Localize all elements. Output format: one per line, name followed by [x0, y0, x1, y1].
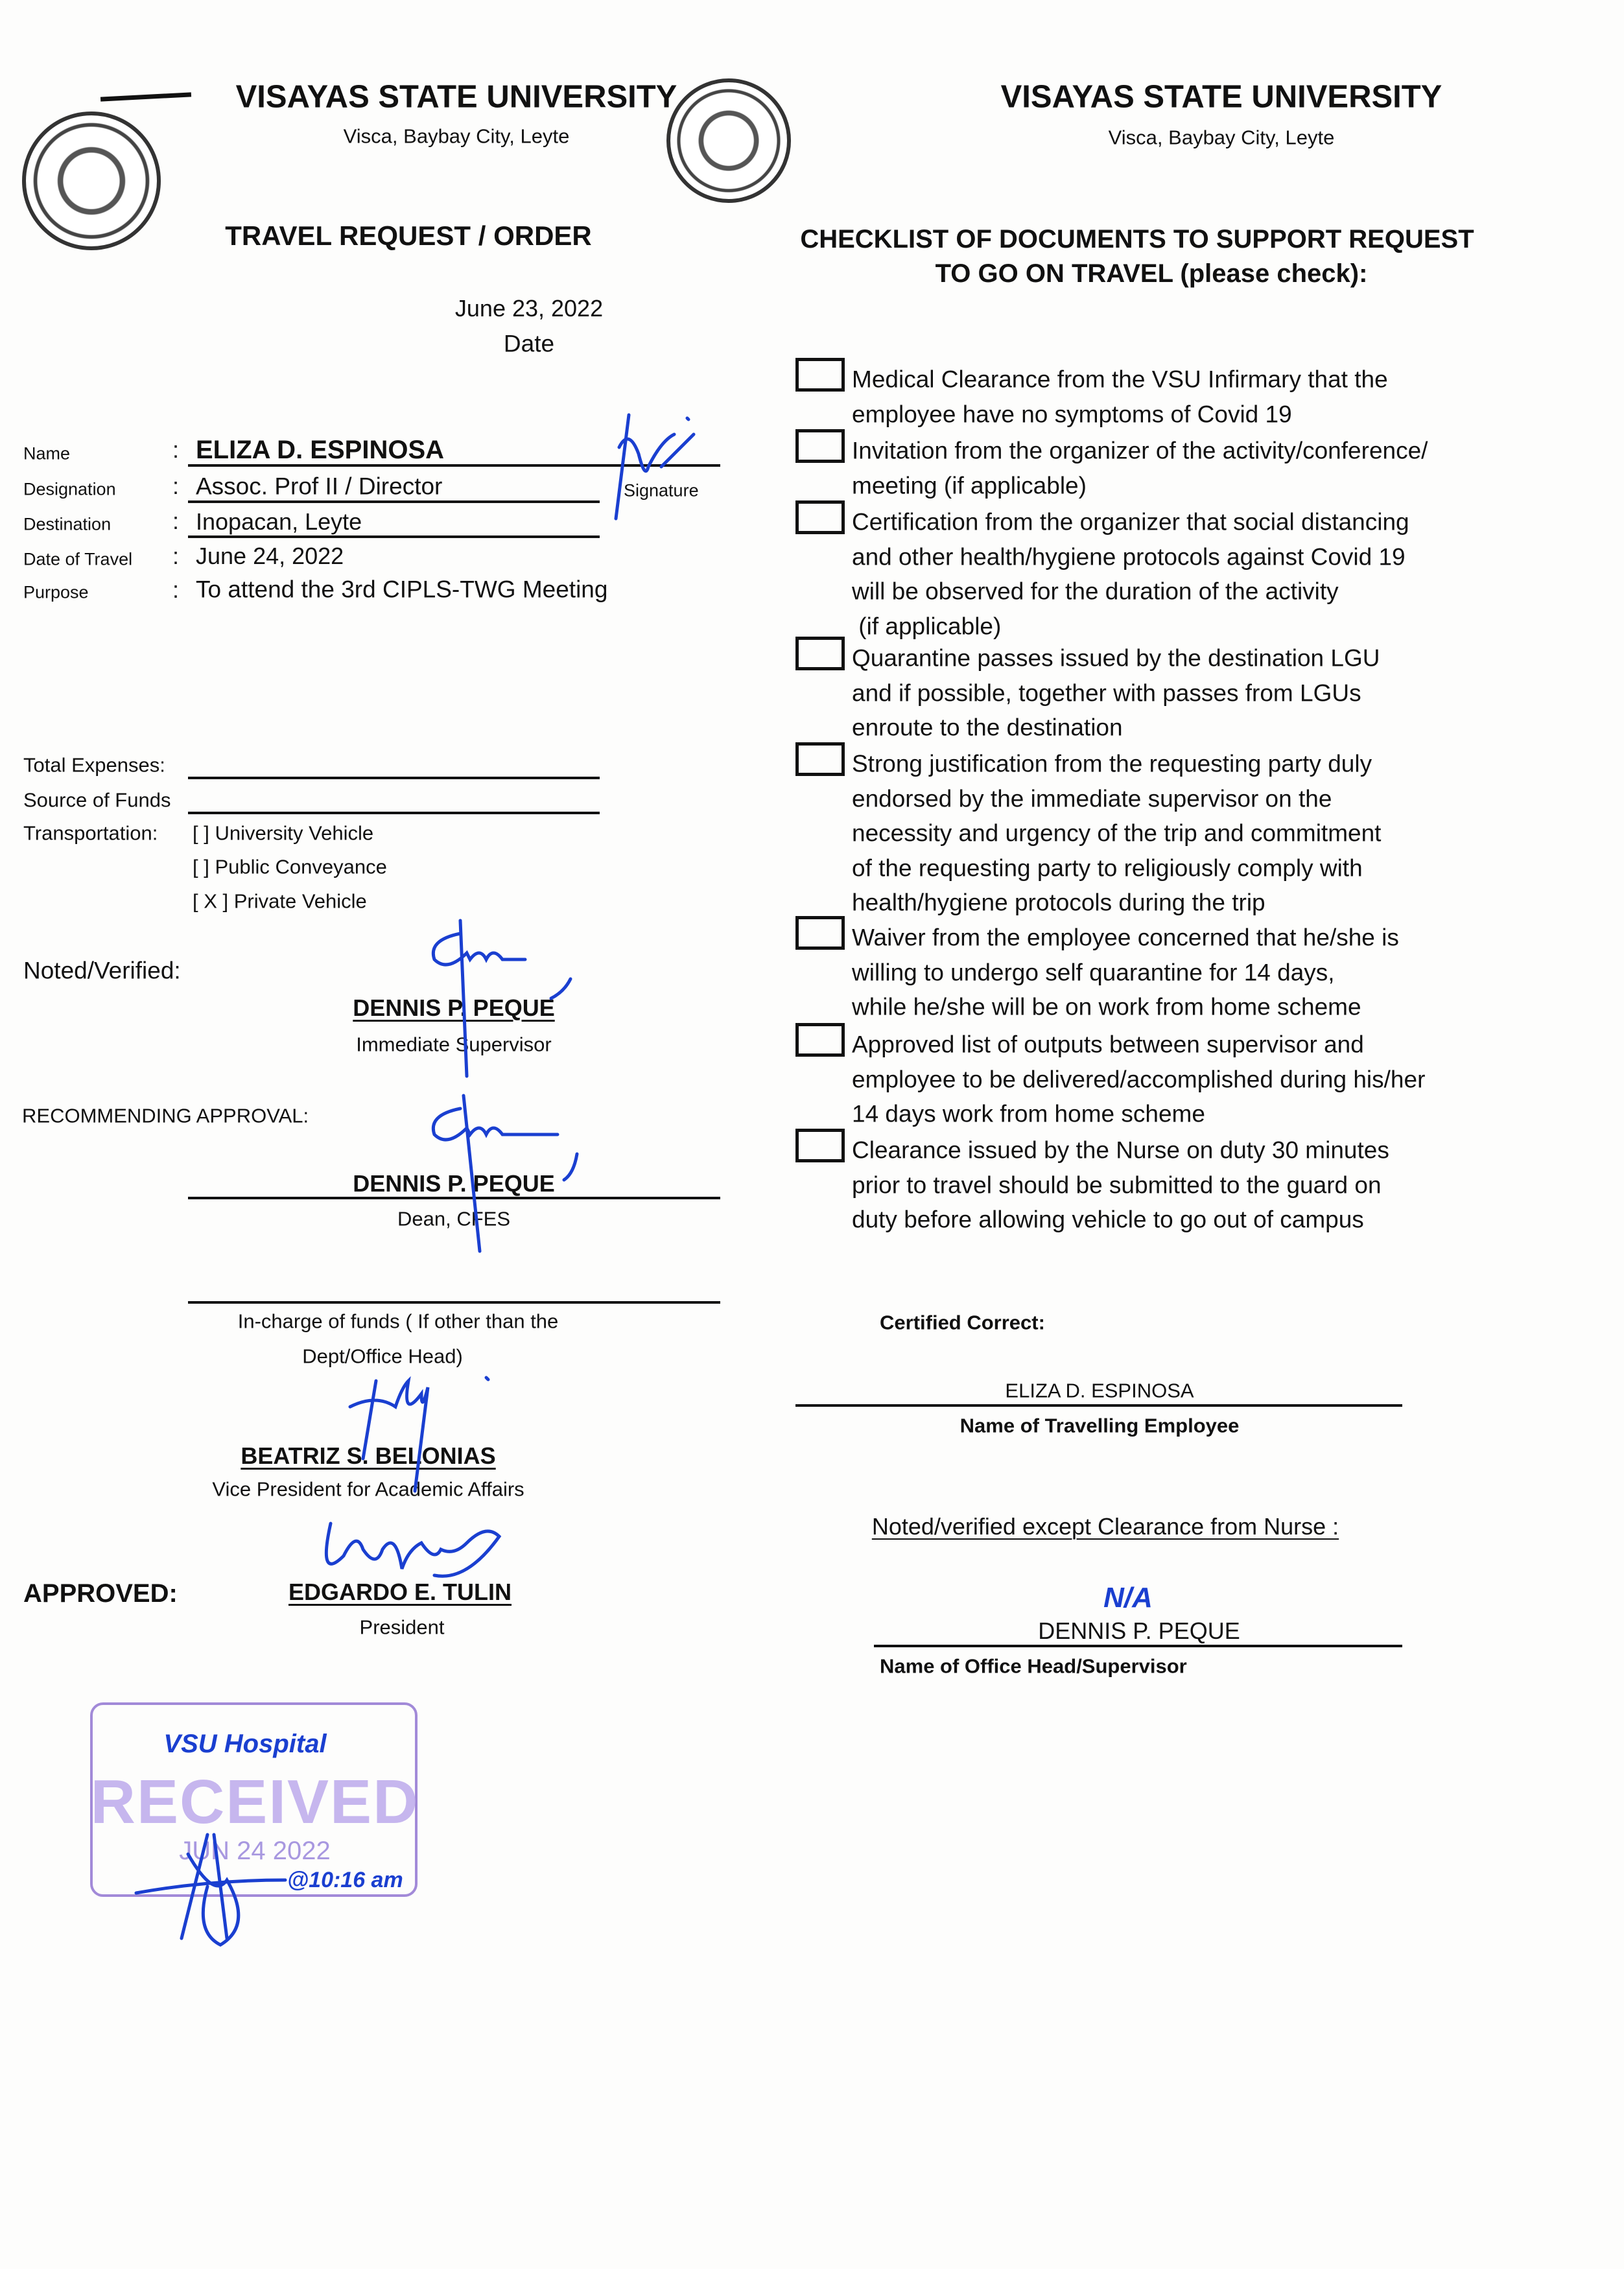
recommending-title: Dean, CFES: [397, 1207, 511, 1230]
date-label: Date: [503, 330, 555, 357]
checklist-item-text: and if possible, together with passes from LGUs: [852, 679, 1361, 707]
funds-signature-line: [188, 1301, 720, 1304]
president-name: EDGARDO E. TULIN: [288, 1579, 512, 1605]
field-label-designation: Designation: [23, 479, 116, 499]
stamp-note: VSU Hospital: [163, 1730, 327, 1758]
checklist-checkbox[interactable]: [795, 637, 845, 670]
checklist-item-text: enroute to the destination: [852, 714, 1123, 741]
certified-correct-label: Certified Correct:: [880, 1311, 1045, 1334]
stamp-date: JUN 24 2022: [179, 1837, 331, 1865]
head-name: DENNIS P. PEQUE: [1038, 1617, 1240, 1644]
receiver-signature: [130, 1815, 285, 1945]
checklist-item-text: Certification from the organizer that social distancing: [852, 508, 1409, 535]
applicant-signature: [609, 408, 700, 525]
checklist-checkbox[interactable]: [795, 429, 845, 463]
field-label-date-of-travel: Date of Travel: [23, 549, 133, 569]
field-value-destination: Inopacan, Leyte: [196, 508, 362, 535]
form-title: TRAVEL REQUEST / ORDER: [225, 220, 592, 251]
checklist-item-text: (if applicable): [852, 613, 1002, 640]
colon: :: [172, 436, 180, 463]
recommending-name: DENNIS P. PEQUE: [353, 1170, 555, 1197]
checklist-item-text: Strong justification from the requesting party duly: [852, 750, 1372, 777]
recommending-approval-label: RECOMMENDING APPROVAL:: [22, 1104, 309, 1127]
checklist-item-text: Invitation from the organizer of the activity/conference/: [852, 437, 1428, 464]
supervisor-signature: [389, 921, 583, 1083]
scan-mark: [100, 92, 191, 101]
signature-label: Signature: [624, 480, 699, 500]
noted-title: Immediate Supervisor: [356, 1033, 552, 1056]
checklist-item-text: willing to undergo self quarantine for 14 days,: [852, 959, 1335, 986]
checklist-item-text: Medical Clearance from the VSU Infirmary that the: [852, 366, 1388, 393]
vp-name: BEATRIZ S. BELONIAS: [241, 1442, 496, 1469]
colon: :: [172, 543, 180, 569]
field-value-date-of-travel: June 24, 2022: [196, 543, 344, 569]
field-label-name: Name: [23, 443, 71, 464]
employee-name: ELIZA D. ESPINOSA: [1005, 1379, 1194, 1402]
transport-option-public-conveyance[interactable]: [ ] Public Conveyance: [193, 855, 387, 878]
checklist-item-text: duty before allowing vehicle to go out of campus: [852, 1206, 1364, 1233]
checklist-checkbox[interactable]: [795, 1129, 845, 1162]
field-value-designation: Assoc. Prof II / Director: [196, 473, 443, 500]
head-line: [874, 1645, 1402, 1647]
field-label-purpose: Purpose: [23, 582, 89, 602]
noted-verified-label: Noted/Verified:: [23, 957, 181, 984]
university-seal-center: [666, 78, 791, 203]
checklist-item-text: will be observed for the duration of the activity: [852, 578, 1339, 605]
checklist-item-text: Clearance issued by the Nurse on duty 30 minutes: [852, 1136, 1389, 1164]
stamp-text: RECEIVED: [90, 1767, 419, 1837]
address-right: Visca, Baybay City, Leyte: [1108, 126, 1335, 149]
approved-label: APPROVED:: [23, 1579, 178, 1608]
checklist-item-text: Quarantine passes issued by the destination LGU: [852, 644, 1380, 672]
noted-except-label: Noted/verified except Clearance from Nurse :: [871, 1513, 1339, 1540]
dean-signature: [389, 1096, 583, 1258]
checklist-item-text: and other health/hygiene protocols against Covid 19: [852, 543, 1406, 570]
checklist-item-text: while he/she will be on work from home scheme: [852, 993, 1361, 1020]
checklist-title-line2: TO GO ON TRAVEL (please check):: [935, 259, 1368, 288]
checklist-item-text: of the requesting party to religiously comply with: [852, 854, 1363, 882]
transport-option-private-vehicle[interactable]: [ X ] Private Vehicle: [193, 889, 367, 913]
colon: :: [172, 473, 180, 499]
checklist-checkbox[interactable]: [795, 358, 845, 392]
field-value-name: ELIZA D. ESPINOSA: [196, 436, 445, 464]
address-left: Visca, Baybay City, Leyte: [343, 124, 570, 148]
checklist-checkbox[interactable]: [795, 1023, 845, 1057]
noted-name: DENNIS P. PEQUE: [353, 994, 555, 1021]
designation-underline: [188, 500, 600, 503]
checklist-item-text: Waiver from the employee concerned that he/she is: [852, 924, 1399, 951]
total-expenses-line: [188, 777, 600, 779]
checklist-item-text: employee to be delivered/accomplished during his/her: [852, 1066, 1426, 1093]
checklist-item-text: endorsed by the immediate supervisor on the: [852, 785, 1332, 812]
checklist-item-text: 14 days work from home scheme: [852, 1100, 1205, 1127]
checklist-item-text: meeting (if applicable): [852, 472, 1087, 499]
checklist-title-line1: CHECKLIST OF DOCUMENTS TO SUPPORT REQUEST: [800, 225, 1474, 253]
na-mark: N/A: [1103, 1582, 1153, 1614]
checklist-checkbox[interactable]: [795, 500, 845, 534]
checklist-item-text: prior to travel should be submitted to the guard on: [852, 1171, 1382, 1199]
checklist-item-text: employee have no symptoms of Covid 19: [852, 401, 1292, 428]
destination-underline: [188, 535, 600, 538]
date-value: June 23, 2022: [454, 295, 604, 322]
checklist-item-text: health/hygiene protocols during the trip: [852, 889, 1265, 916]
checklist-item-text: Approved list of outputs between supervisor and: [852, 1031, 1364, 1058]
university-name-right: VISAYAS STATE UNIVERSITY: [1000, 79, 1442, 115]
funds-caption-line2: Dept/Office Head): [302, 1345, 463, 1368]
field-label-destination: Destination: [23, 514, 112, 534]
university-name-left: VISAYAS STATE UNIVERSITY: [235, 79, 677, 115]
funds-caption-line1: In-charge of funds ( If other than the: [237, 1310, 559, 1333]
transportation-label: Transportation:: [23, 821, 158, 845]
university-seal-left: [22, 112, 161, 250]
checklist-checkbox[interactable]: [795, 916, 845, 950]
source-of-funds-line: [188, 812, 600, 814]
employee-line: [795, 1404, 1402, 1407]
head-caption: Name of Office Head/Supervisor: [880, 1654, 1187, 1678]
field-value-purpose: To attend the 3rd CIPLS-TWG Meeting: [196, 576, 608, 603]
checklist-checkbox[interactable]: [795, 742, 845, 776]
president-signature: [318, 1511, 512, 1595]
checklist-item-text: necessity and urgency of the trip and commitment: [852, 819, 1382, 847]
stamp-time: @10:16 am: [287, 1868, 403, 1892]
president-title: President: [359, 1616, 445, 1639]
colon: :: [172, 576, 180, 603]
total-expenses-label: Total Expenses:: [23, 753, 165, 777]
vp-signature: [337, 1368, 499, 1498]
transport-option-university-vehicle[interactable]: [ ] University Vehicle: [193, 821, 374, 845]
vp-title: Vice President for Academic Affairs: [212, 1477, 524, 1501]
employee-caption: Name of Travelling Employee: [959, 1414, 1240, 1437]
colon: :: [172, 508, 180, 534]
source-of-funds-label: Source of Funds: [23, 788, 171, 812]
